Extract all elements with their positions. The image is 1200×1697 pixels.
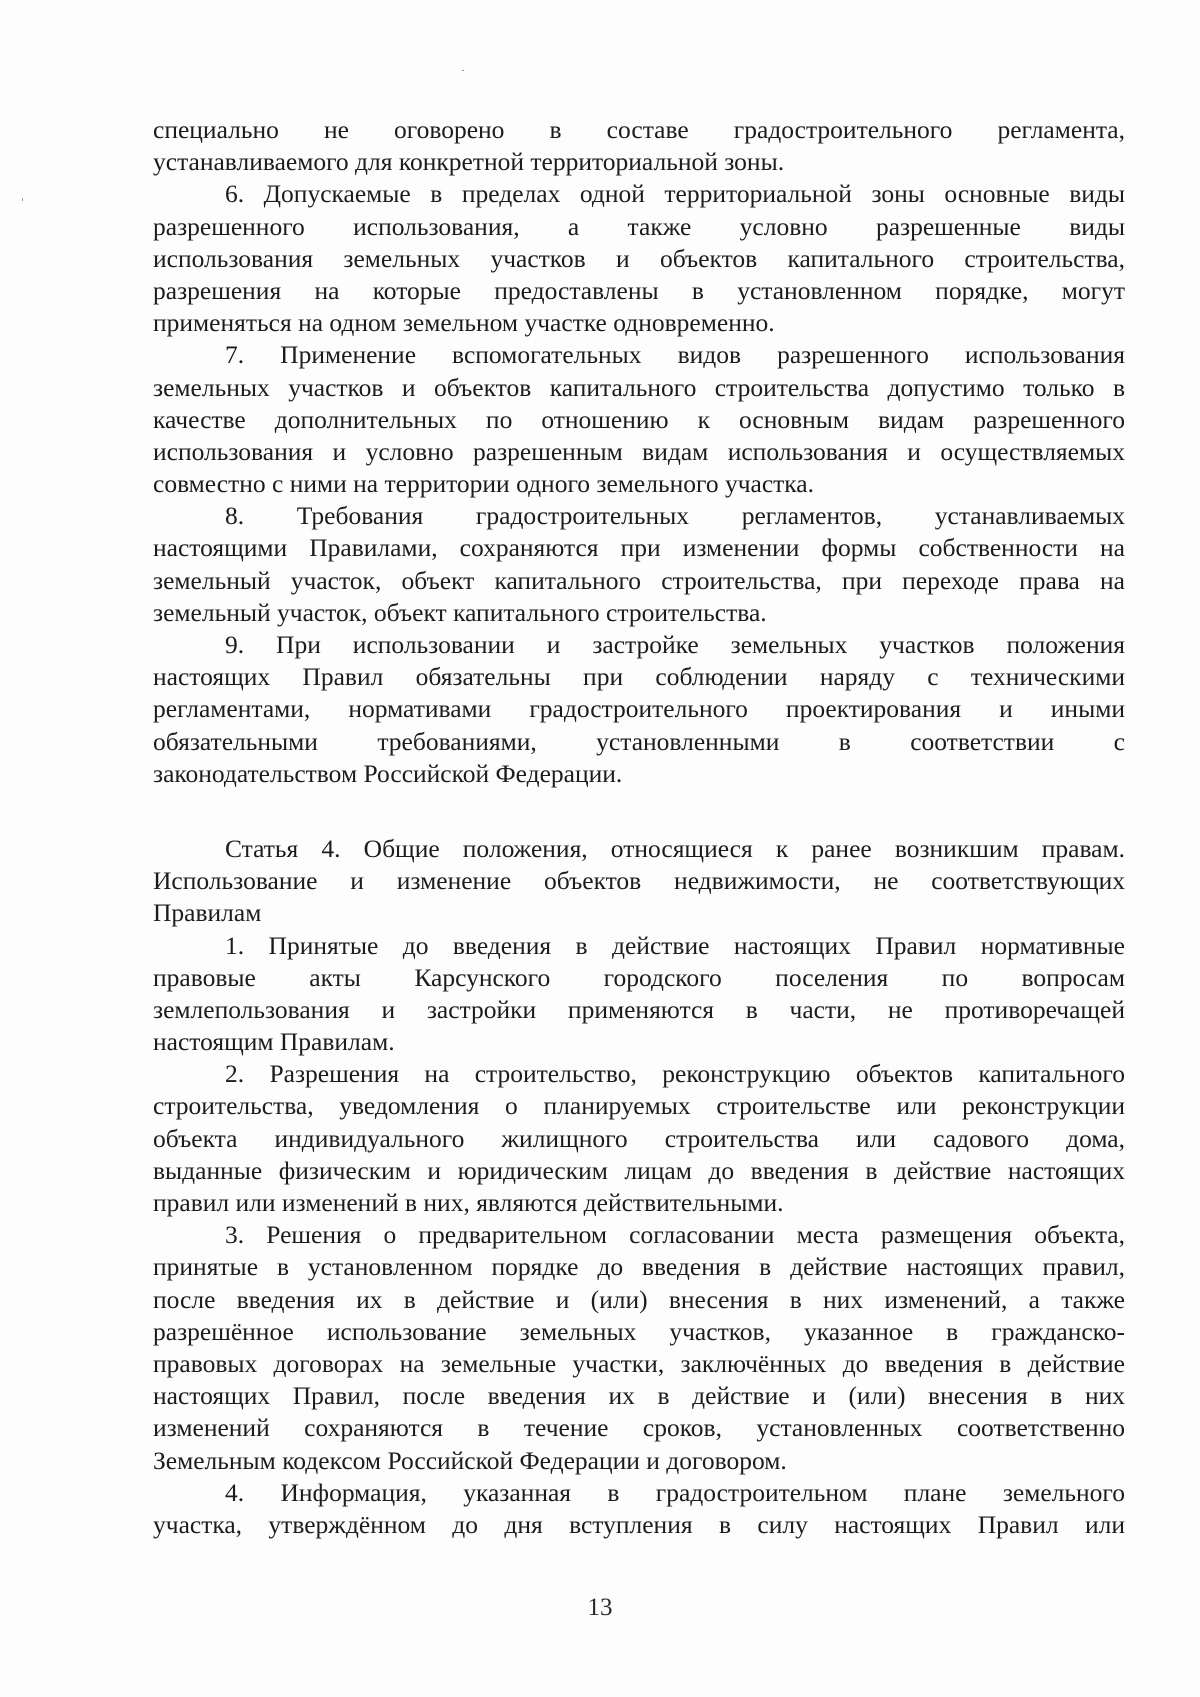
text-line: настоящими Правилами, сохраняются при изменении формы собственности на: [153, 533, 1125, 563]
text-line: устанавливаемого для конкретной территориальной зоны.: [153, 147, 785, 177]
text-line: земельный участок, объект капитального строительства, при переходе права на: [153, 565, 1125, 595]
text-line: разрешения на которые предоставлены в установленном порядке, могут: [153, 275, 1125, 305]
text-line: обязательными требованиями, установленными в соответствии с: [153, 726, 1125, 756]
text-line: правил или изменений в них, являются действительными.: [153, 1188, 784, 1217]
body-text: [153, 114, 1125, 1541]
text-line: совместно с ними на территории одного земельного участка.: [153, 469, 814, 499]
section-gap: [153, 790, 1125, 833]
page-number: 13: [587, 1594, 613, 1621]
text-line: использования земельных участков и объектов капитального строительства,: [153, 243, 1125, 273]
text-line: изменений сохраняются в течение сроков, установленных соответственно: [153, 1413, 1125, 1443]
text-line: регламентами, нормативами градостроительного проектирования и иными: [153, 694, 1125, 724]
text-line: применяться на одном земельном участке одновременно.: [153, 308, 775, 338]
text-line: выданные физическим и юридическим лицам до введения в действие настоящих: [153, 1155, 1125, 1185]
paragraph-start: 2. Разрешения на строительство, реконструкцию объектов капитального: [225, 1059, 1125, 1089]
scan-speck: [462, 70, 464, 71]
paragraph-start: 6. Допускаемые в пределах одной территориальной зоны основные виды: [225, 179, 1125, 209]
text-line: Земельным кодексом Российской Федерации и договором.: [153, 1445, 787, 1475]
text-line: участка, утверждённом до дня вступления в силу настоящих Правил или: [153, 1509, 1125, 1539]
paragraph-start: 8. Требования градостроительных регламентов, устанавливаемых: [225, 501, 1125, 531]
article-heading: Статья 4. Общие положения, относящиеся к ранее возникшим правам.: [225, 833, 1125, 863]
text-line: земельных участков и объектов капитального строительства допустимо только в: [153, 372, 1125, 402]
text-line: настоящих Правил обязательны при соблюдении наряду с техническими: [153, 662, 1125, 692]
article-heading-line: Правилам: [153, 898, 262, 928]
text-line: правовых договорах на земельные участки, заключённых до введения в действие: [153, 1348, 1125, 1378]
text-line: после введения их в действие и (или) внесения в них изменений, а также: [153, 1284, 1125, 1314]
text-line: настоящим Правилам.: [153, 1027, 395, 1057]
paragraph-start: 7. Применение вспомогательных видов разрешенного использования: [225, 340, 1125, 370]
paragraph-start: 9. При использовании и застройке земельных участков положения: [225, 630, 1125, 659]
scan-speck: [22, 198, 23, 201]
text-line: землепользования и застройки применяются в части, не противоречащей: [153, 994, 1125, 1024]
paragraph-start: 1. Принятые до введения в действие настоящих Правил нормативные: [225, 930, 1125, 960]
text-line: разрешённое использование земельных участков, указанное в гражданско-: [153, 1316, 1125, 1346]
text-line: правовые акты Карсунского городского поселения по вопросам: [153, 962, 1125, 992]
text-line: настоящих Правил, после введения их в действие и (или) внесения в них: [153, 1381, 1125, 1411]
paragraph-start: 4. Информация, указанная в градостроительном плане земельного: [225, 1477, 1125, 1507]
text-line: строительства, уведомления о планируемых строительстве или реконструкции: [153, 1091, 1125, 1121]
paragraph-start: 3. Решения о предварительном согласовании места размещения объекта,: [225, 1220, 1125, 1250]
text-line: объекта индивидуального жилищного строительства или садового дома,: [153, 1123, 1125, 1153]
text-line: разрешенного использования, а также условно разрешенные виды: [153, 211, 1125, 241]
article-heading-line: Использование и изменение объектов недвижимости, не соответствующих: [153, 866, 1125, 896]
text-line: принятые в установленном порядке до введения в действие настоящих правил,: [153, 1252, 1125, 1282]
text-line: специально не оговорено в составе градостроительного регламента,: [153, 115, 1125, 144]
text-line: использования и условно разрешенным видам использования и осуществляемых: [153, 436, 1125, 466]
text-line: законодательством Российской Федерации.: [153, 758, 623, 788]
text-line: земельный участок, объект капитального строительства.: [153, 597, 767, 627]
text-line: качестве дополнительных по отношению к основным видам разрешенного: [153, 404, 1125, 434]
